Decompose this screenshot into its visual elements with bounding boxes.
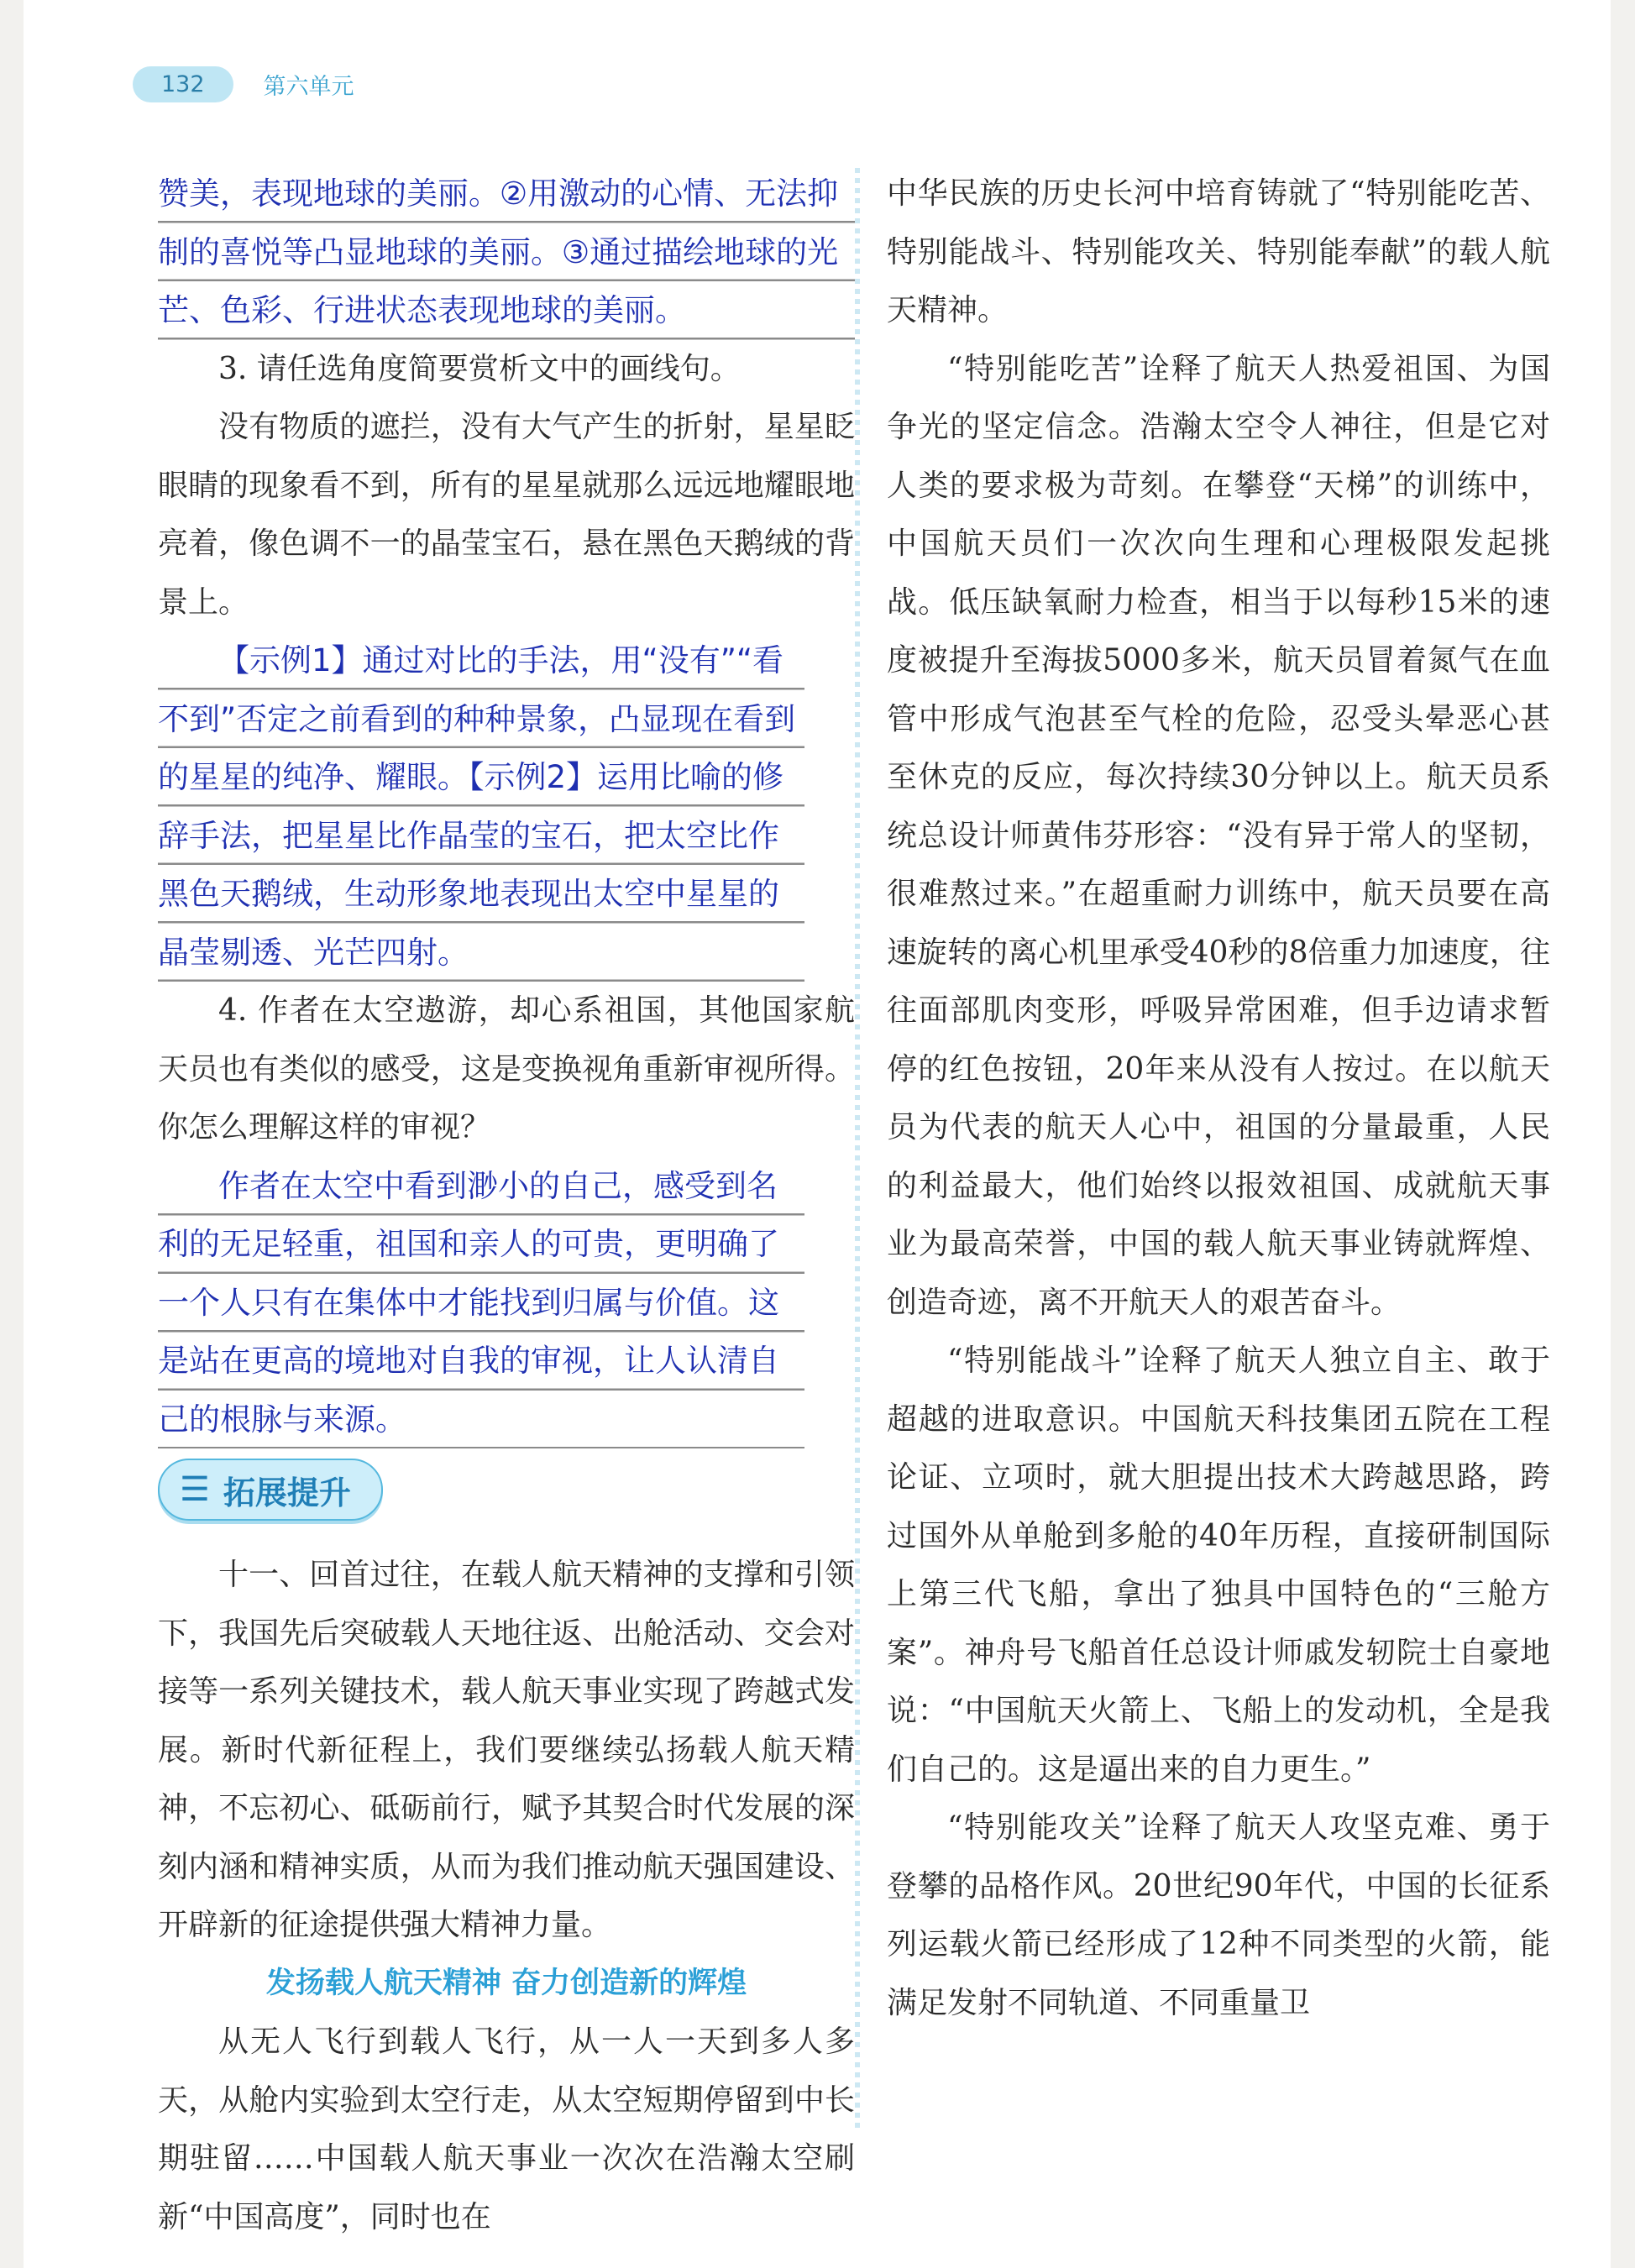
section-badge-label: 拓展提升 bbox=[223, 1474, 351, 1511]
left-column bbox=[158, 165, 855, 2246]
section-badge bbox=[158, 1459, 383, 1521]
article-paragraph-continued: 中华民族的历史长河中培育铸就了“特别能吃苦、特别能战斗、特别能攻关、特别能奉献”的载人航天精神。 bbox=[887, 176, 1550, 327]
page-header bbox=[133, 60, 354, 107]
answer-4: 作者在太空中看到渺小的自己，感受到名利的无足轻重，祖国和亲人的可贵，更明确了一个人只有在集体中才能找到归属与价值。这是站在更高的境地对自我的审视，让人认清自己的根脉与来源。 bbox=[158, 1157, 804, 1449]
article-paragraph-1: 从无人飞行到载人飞行，从一人一天到多人多天，从舱内实验到太空行走，从太空短期停留到中长期驻留……中国载人航天事业一次次在浩瀚太空刷新“中国高度”，同时也在 bbox=[158, 2024, 855, 2234]
question-4: 4. 作者在太空遨游，却心系祖国，其他国家航天员也有类似的感受，这是变换视角重新审视所得。你怎么理解这样的审视？ bbox=[158, 993, 855, 1144]
page bbox=[24, 0, 1611, 2268]
question-3-quote: 没有物质的遮拦，没有大气产生的折射，星星眨眼睛的现象看不到，所有的星星就那么远远地耀眼地亮着，像色调不一的晶莹宝石，悬在黑色天鹅绒的背景上。 bbox=[158, 410, 855, 620]
article-paragraph-4: “特别能攻关”诠释了航天人攻坚克难、勇于登攀的品格作风。20世纪90年代，中国的长征系列运载火箭已经形成了12种不同类型的火箭，能满足发射不同轨道、不同重量卫 bbox=[887, 1810, 1550, 2020]
page-number: 132 bbox=[133, 66, 233, 102]
right-column bbox=[887, 165, 1550, 2032]
unit-title: 第六单元 bbox=[263, 73, 354, 100]
article-paragraph-2: “特别能吃苦”诠释了航天人热爱祖国、为国争光的坚定信念。浩瀚太空令人神往，但是它对人类的要求极为苛刻。在攀登“天梯”的训练中，中国航天员们一次次向生理和心理极限发起挑战。低压缺氧耐力检查，相当于以每秒15米的速度被提升至海拔5000多米，航天员冒着氮气在血管中形成气泡甚至气栓的危险，忍受头晕恶心甚至休克的反应，每次持续30分钟以上。航天员系统总设计师黄伟芬形容：“没有异于常人的坚韧，很难熬过来。”在超重耐力训练中，航天员要在高速旋转的离心机里承受40秒的8倍重力加速度，往往面部肌肉变形，呼吸异常困难，但手边请求暂停的红色按钮，20年来从没有人按过。在以航天员为代表的航天人心中，祖国的分量最重，人民的利益最大，他们始终以报效祖国、成就航天事业为最高荣誉，中国的载人航天事业铸就辉煌、创造奇迹，离不开航天人的艰苦奋斗。 bbox=[887, 351, 1550, 1320]
article-paragraph-3: “特别能战斗”诠释了航天人独立自主、敢于超越的进取意识。中国航天科技集团五院在工程论证、立项时，就大胆提出技术大跨越思路，跨过国外从单舱到多舱的40年历程，直接研制国际上第三代飞船，拿出了独具中国特色的“三舱方案”。神舟号飞船首任总设计师戚发轫院士自豪地说：“中国航天火箭上、飞船上的发动机，全是我们自己的。这是逼出来的自力更生。” bbox=[887, 1344, 1550, 1787]
column-divider bbox=[855, 168, 860, 2133]
books-icon: ☰ bbox=[180, 1470, 210, 1509]
article-title: 发扬载人航天精神 奋力创造新的辉煌 bbox=[265, 1966, 747, 2000]
question-3: 3. 请任选角度简要赏析文中的画线句。 bbox=[218, 351, 741, 386]
answer-2: 赞美，表现地球的美丽。②用激动的心情、无法抑制的喜悦等凸显地球的美丽。③通过描绘地球的光芒、色彩、行进状态表现地球的美丽。 bbox=[158, 165, 855, 340]
answer-3: 【示例1】通过对比的手法，用“没有”“看不到”否定之前看到的种种景象，凸显现在看到的星星的纯净、耀眼。【示例2】运用比喻的修辞手法，把星星比作晶莹的宝石，把太空比作黑色天鹅绒，生动形象地表现出太空中星星的晶莹剔透、光芒四射。 bbox=[158, 631, 804, 982]
question-11: 十一、回首过往，在载人航天精神的支撑和引领下，我国先后突破载人天地往返、出舱活动、交会对接等一系列关键技术，载人航天事业实现了跨越式发展。新时代新征程上，我们要继续弘扬载人航天精神，不忘初心、砥砺前行，赋予其契合时代发展的深刻内涵和精神实质，从而为我们推动航天强国建设、开辟新的征途提供强大精神力量。 bbox=[158, 1558, 855, 1942]
